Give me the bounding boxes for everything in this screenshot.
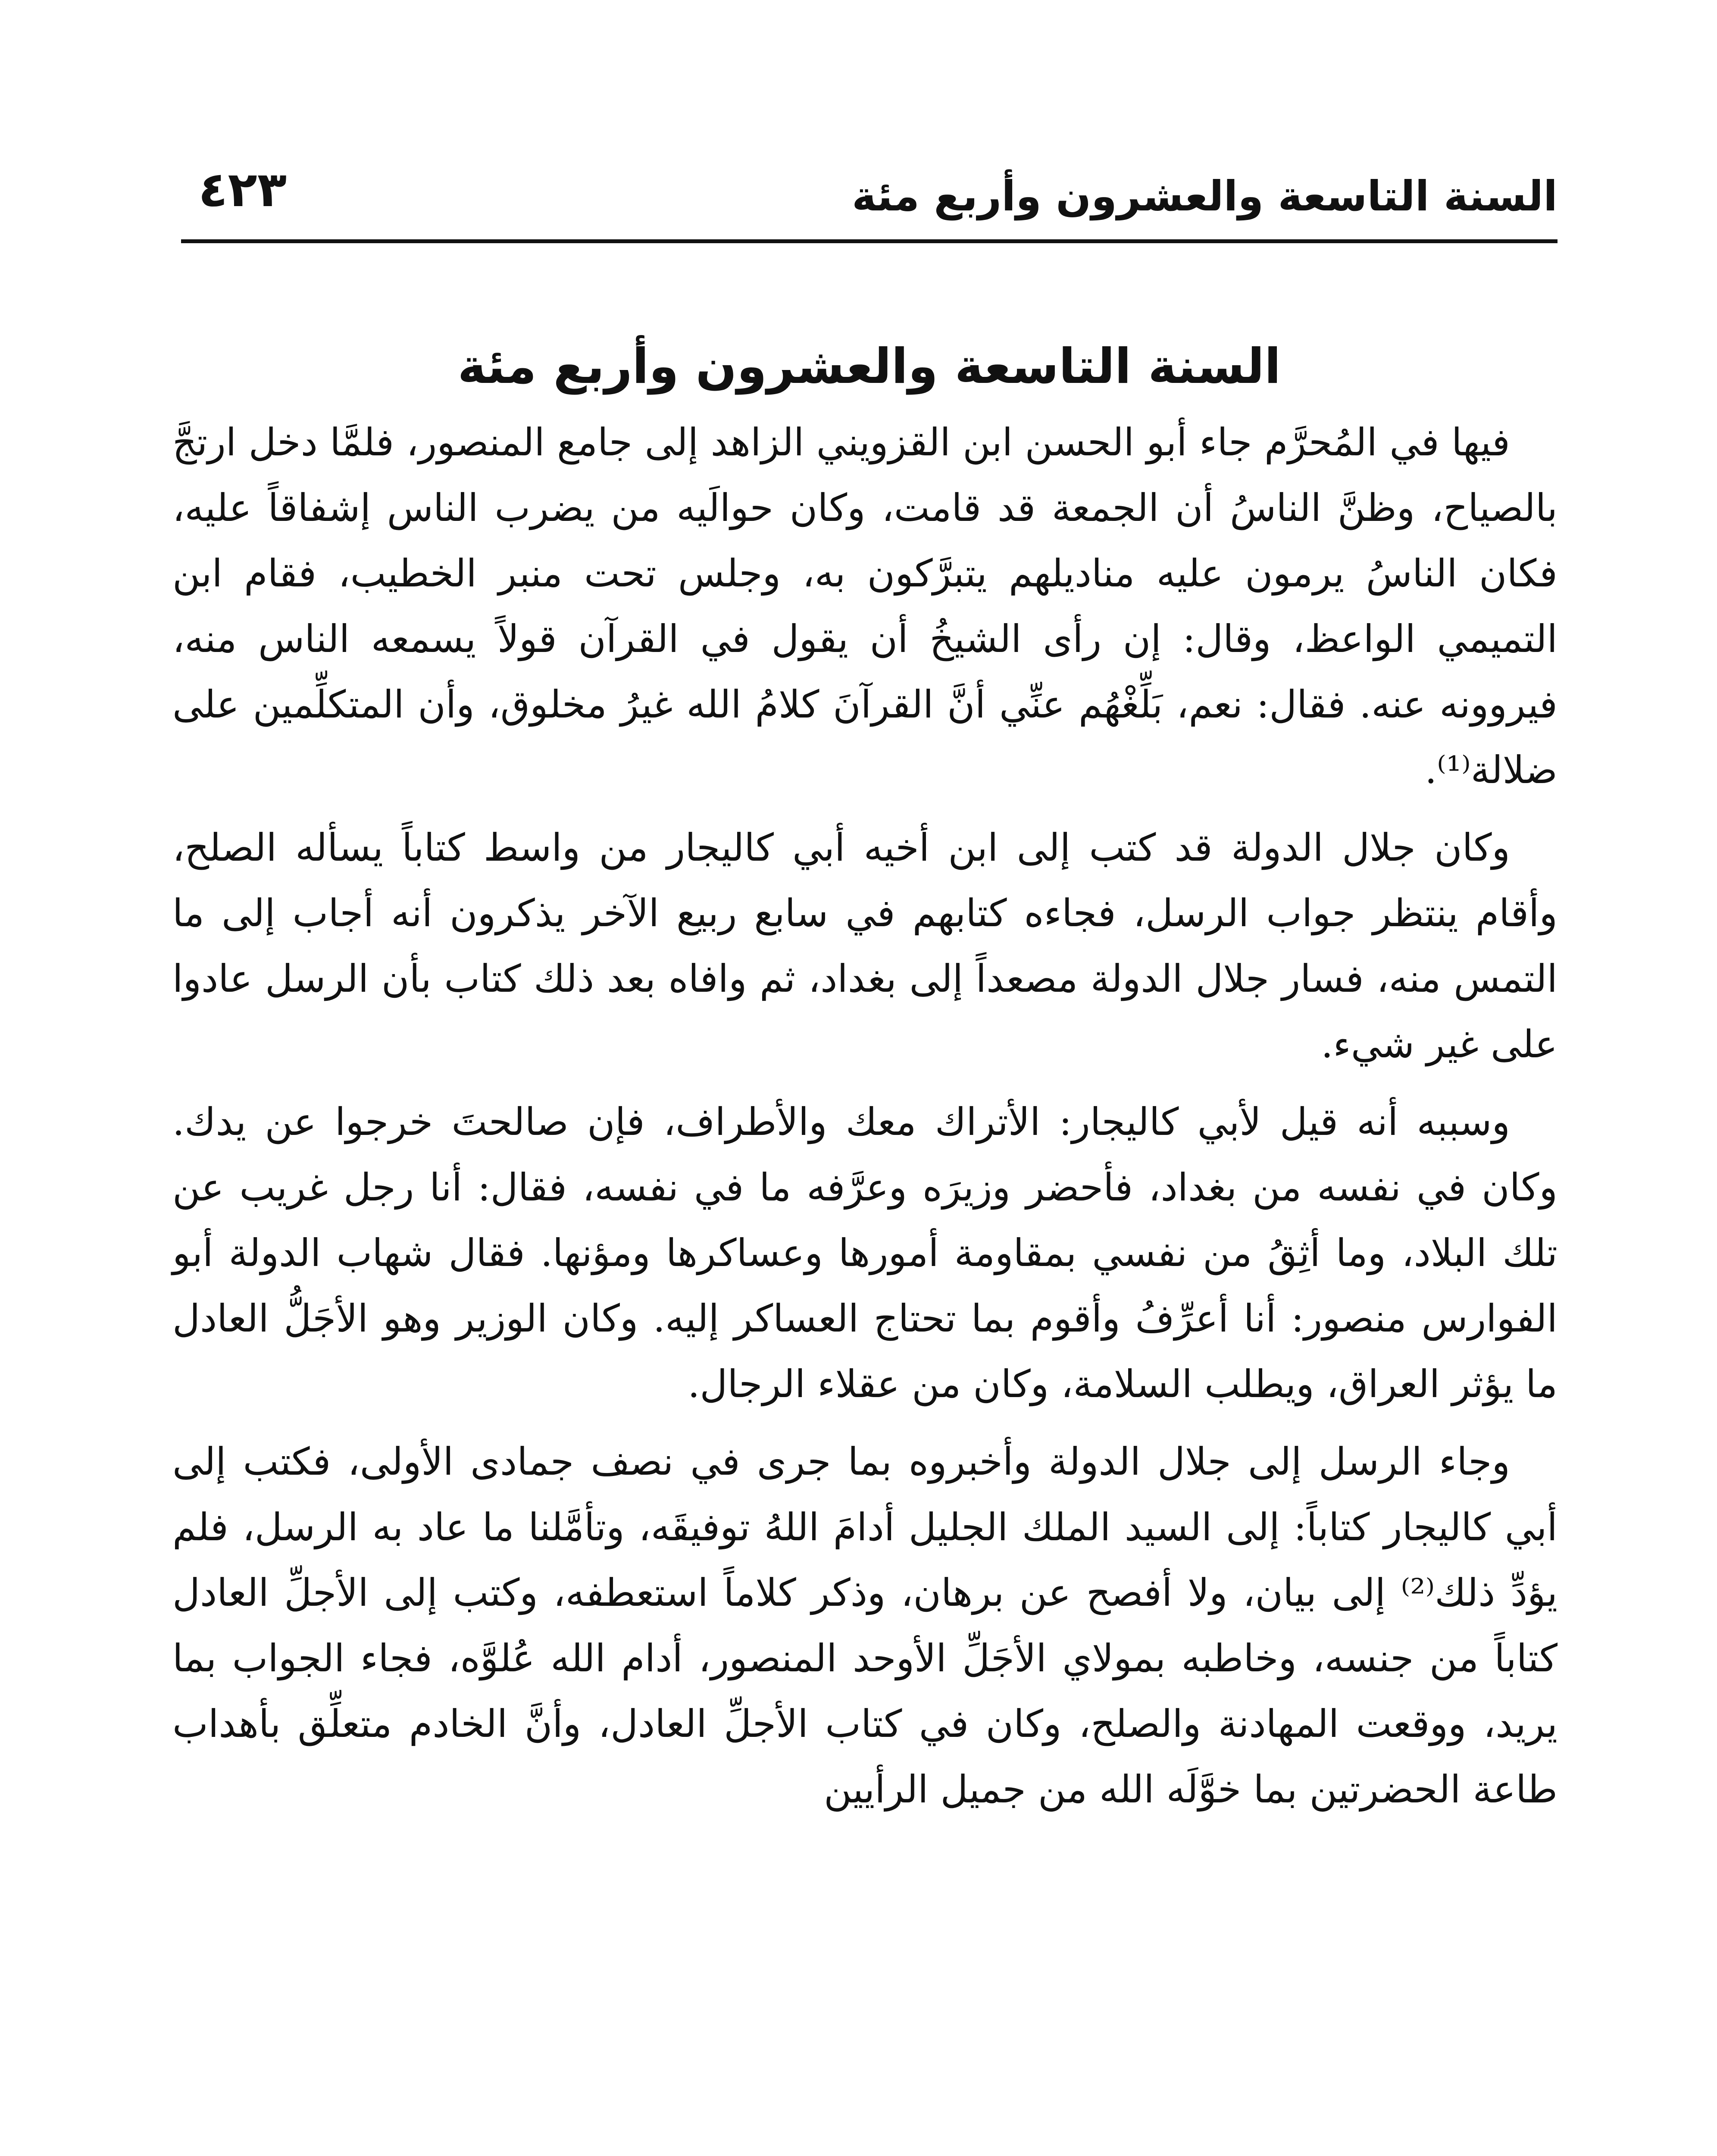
page-number: ٤٢٣ — [198, 162, 287, 218]
chapter-title: السنة التاسعة والعشرون وأربع مئة — [457, 338, 1281, 395]
paragraph-2: وكان جلال الدولة قد كتب إلى ابن أخيه أبي كاليجار من واسط كتاباً يسأله الصلح، وأقام ينتظر جواب الرسل، فجاءه كتابهم في سابع ربيع الآخر يذكرون أنه أجاب إلى ما التمس منه، فسار جلال الدولة مصعداً إلى بغداد، ثم وافاه بعد ذلك كتاب بأن الرسل عادوا على غير شيء. — [172, 825, 1558, 1066]
running-header — [181, 142, 1557, 241]
body-text — [172, 410, 1557, 1834]
paragraph-4: وجاء الرسل إلى جلال الدولة وأخبروه بما جرى في نصف جمادى الأولى، فكتب إلى أبي كاليجار كتاباً: إلى السيد الملك الجليل أدامَ اللهُ توفيقَه، وتأمَّلنا ما عاد به الرسل، فلم يؤدِّ ذلك⁽²⁾ إلى بيان، ولا أفصح عن برهان، وذكر كلاماً استعطفه، وكتب إلى الأجلِّ العادل كتاباً من جنسه، وخاطبه بمولاي الأجَلِّ الأوحد المنصور، أدام الله عُلوَّه، فجاء الجواب بما يريد، ووقعت المهادنة والصلح، وكان في كتاب الأجلِّ العادل، وأنَّ الخادم متعلِّق بأهداب طاعة الحضرتين بما خوَّلَه الله من جميل الرأيين — [172, 1439, 1558, 1811]
paragraph-3: وسببه أنه قيل لأبي كاليجار: الأتراك معك والأطراف، فإن صالحتَ خرجوا عن يدك. وكان في نفسه من بغداد، فأحضر وزيرَه وعرَّفه ما في نفسه، فقال: أنا رجل غريب عن تلك البلاد، وما أثِقُ من نفسي بمقاومة أمورها وعساكرها ومؤنها. فقال شهاب الدولة أبو الفوارس منصور: أنا أعرِّفُ وأقوم بما تحتاج العساكر إليه. وكان الوزير وهو الأجَلُّ العادل ما يؤثر العراق، ويطلب السلامة، وكان من عقلاء الرجال. — [172, 1100, 1557, 1406]
paragraph-1: فيها في المُحرَّم جاء أبو الحسن ابن القزويني الزاهد إلى جامع المنصور، فلمَّا دخل ارتجَّ بالصياح، وظنَّ الناسُ أن الجمعة قد قامت، وكان حوالَيه من يضرب الناس إشفاقاً عليه، فكان الناسُ يرمون عليه مناديلهم يتبرَّكون به، وجلس تحت منبر الخطيب، فقام ابن التميمي الواعظ، وقال: إن رأى الشيخُ أن يقول في القرآن قولاً يسمعه الناس منه، فيروونه عنه. فقال: نعم، بَلِّغْهُم عنِّي أنَّ القرآنَ كلامُ الله غيرُ مخلوق، وأن المتكلِّمين على ضلالة⁽¹⁾. — [172, 420, 1557, 792]
running-title: السنة التاسعة والعشرون وأربع مئة — [852, 172, 1557, 220]
header-rule — [181, 239, 1557, 243]
